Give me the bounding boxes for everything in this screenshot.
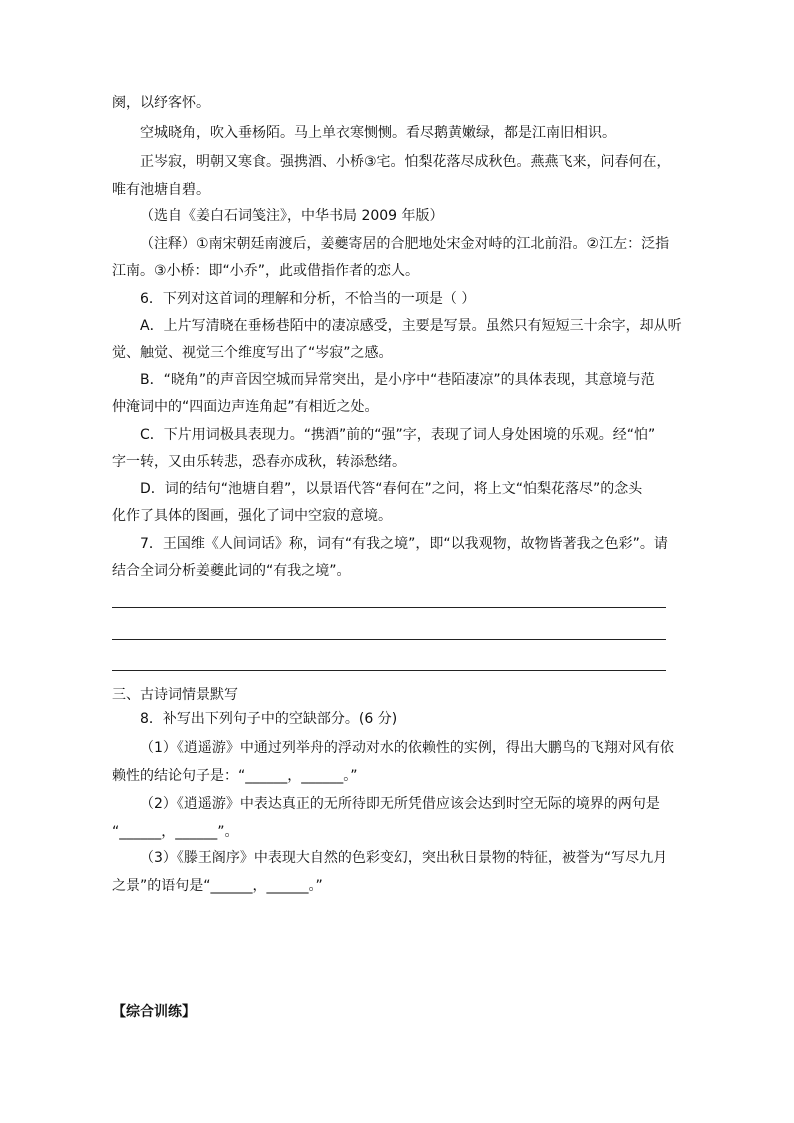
section-3-title: 三、古诗词情景默写: [112, 687, 238, 703]
poem-stanza-1: 空城晓角，吹入垂杨陌。马上单衣寒恻恻。看尽鹅黄嫩绿，都是江南旧相识。: [140, 125, 616, 141]
question-7-line-1: 7．王国维《人间词话》称，词有“有我之境”，即“以我观物，故物皆著我之色彩”。请: [140, 536, 668, 552]
question-6-stem: 6．下列对这首词的理解和分析，不恰当的一项是（ ）: [140, 291, 476, 307]
poem-stanza-2-line-2: 唯有池塘自碧。: [112, 182, 210, 198]
question-8-sub-3-line-2: 之景”的语句是“______，______。”: [112, 878, 323, 894]
question-6-option-b-line-1: B．“晓角”的声音因空城而异常突出，是小序中“巷陌凄凉”的具体表现，其意境与范: [140, 372, 655, 388]
poem-notes-line-2: 江南。③小桥：即“小乔”，此或借指作者的恋人。: [112, 263, 420, 279]
question-7-line-2: 结合全词分析姜夔此词的“有我之境”。: [112, 563, 351, 579]
poem-intro-tail: 阕，以纾客怀。: [112, 95, 210, 111]
question-6-option-c-line-2: 字一转，又由乐转悲，恐春亦成秋，转添愁绪。: [112, 454, 406, 470]
question-6-option-a-line-2: 觉、触觉、视觉三个维度写出了“岑寂”之感。: [112, 345, 393, 361]
answer-line-1[interactable]: [112, 607, 666, 608]
question-8-sub-2-line-1: （2）《逍遥游》中表达真正的无所待即无所凭借应该会达到时空无际的境界的两句是: [140, 796, 660, 812]
poem-source: （选自《姜白石词笺注》，中华书局 2009 年版）: [140, 208, 444, 224]
comprehensive-training-heading: 【综合训练】: [112, 1004, 196, 1020]
question-6-option-c-line-1: C．下片用词极具表现力。“携酒”前的“强”字，表现了词人身处困境的乐观。经“怕”: [140, 427, 656, 443]
question-8-stem: 8．补写出下列句子中的空缺部分。(6 分): [140, 711, 398, 727]
question-8-sub-3-line-1: （3）《滕王阁序》中表现大自然的色彩变幻，突出秋日景物的特征，被誉为“写尽九月: [140, 850, 668, 866]
question-6-option-d-line-2: 化作了具体的图画，强化了词中空寂的意境。: [112, 508, 392, 524]
question-6-option-b-line-2: 仲淹词中的“四面边声连角起”有相近之处。: [112, 399, 379, 415]
answer-line-3[interactable]: [112, 670, 666, 671]
poem-stanza-2-line-1: 正岑寂，明朝又寒食。强携酒、小桥③宅。怕梨花落尽成秋色。燕燕飞来，问春何在，: [140, 154, 671, 170]
poem-notes-line-1: （注释）①南宋朝廷南渡后，姜夔寄居的合肥地处宋金对峙的江北前沿。②江左：泛指: [140, 236, 670, 252]
question-8-sub-1-line-1: （1）《逍遥游》中通过列举舟的浮动对水的依赖性的实例，得出大鹏鸟的飞翔对风有依: [140, 740, 674, 756]
question-6-option-d-line-1: D．词的结句“池塘自碧”，以景语代答“春何在”之问，将上文“怕梨花落尽”的念头: [140, 481, 643, 497]
question-6-option-a-line-1: A．上片写清晓在垂杨巷陌中的凄凉感受，主要是写景。虽然只有短短三十余字，却从听: [140, 318, 682, 334]
question-8-sub-1-line-2: 赖性的结论句子是：“______，______。”: [112, 768, 358, 784]
answer-line-2[interactable]: [112, 639, 666, 640]
question-8-sub-2-line-2: “______，______”。: [112, 824, 239, 840]
